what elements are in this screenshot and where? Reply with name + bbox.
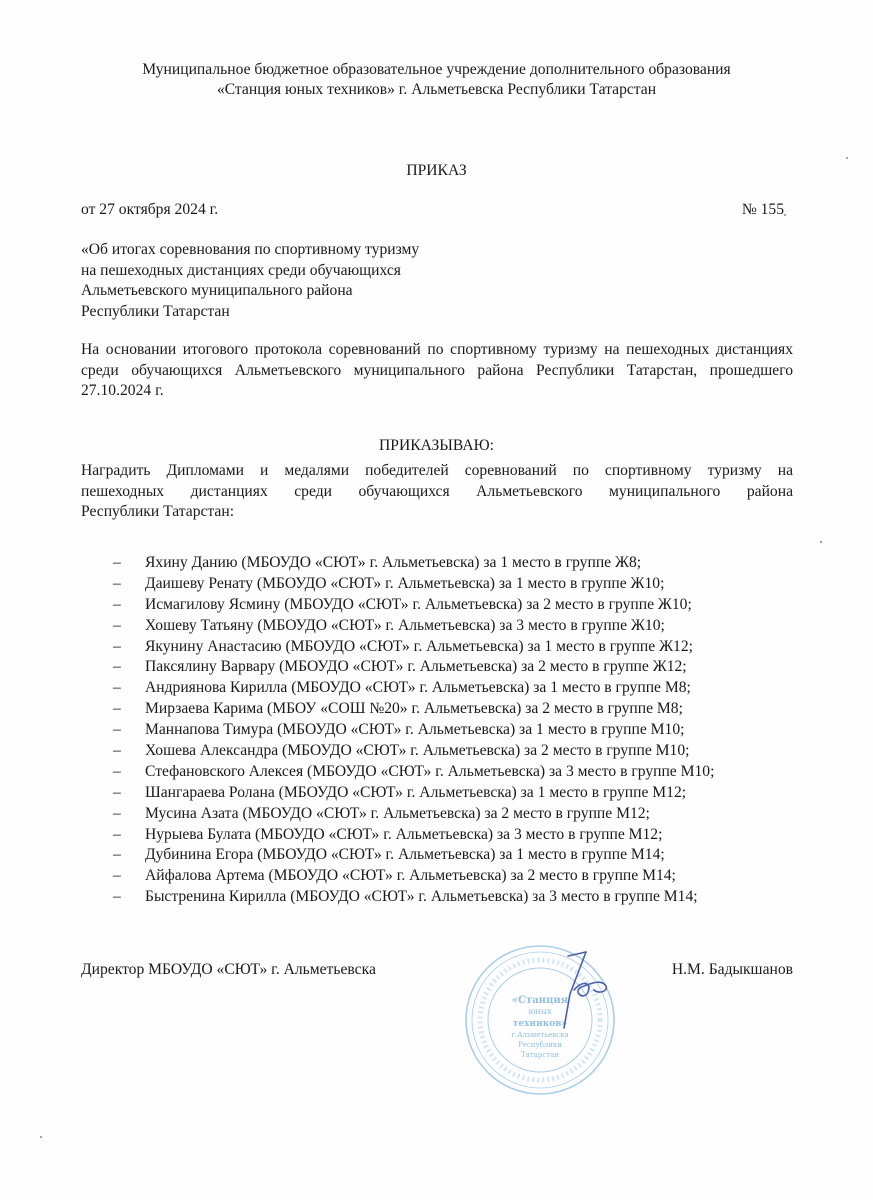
dash-marker: – (113, 658, 121, 676)
winner-text: Дубинина Егора (МБОУДО «СЮТ» г. Альметьевска) за 1 место в группе М14; (145, 846, 665, 864)
winner-text: Паксялину Варвару (МБОУДО «СЮТ» г. Альметьевска) за 2 место в группе Ж12; (145, 658, 687, 676)
svg-text:юных: юных (528, 1007, 552, 1016)
dash-marker: – (113, 804, 121, 822)
document-title: ПРИКАЗ (406, 162, 467, 179)
list-item (113, 678, 803, 699)
scan-speck (784, 214, 786, 216)
winner-text: Нурыева Булата (МБОУДО «СЮТ» г. Альметьевска) за 3 место в группе М12; (145, 825, 663, 843)
list-item (113, 804, 803, 825)
svg-text:«Станция: «Станция (511, 995, 569, 1006)
dash-marker: – (113, 679, 121, 697)
dash-marker: – (113, 721, 121, 739)
scan-speck (820, 541, 822, 543)
organization-name-line-2: «Станция юных техников» г. Альметьевска Республики Татарстан (216, 81, 657, 98)
dash-marker: – (113, 616, 121, 634)
winner-text: Хошеву Татьяну (МБОУДО «СЮТ» г. Альметьевска) за 3 место в группе Ж10; (145, 616, 665, 634)
basis-paragraph: На основании итогового протокола соревнований по спортивному туризму на пешеходных дистанциях среди обучающихся Альметьевского муниципального района Республики Татарстан, прошедшего 27.10.2024 г. (81, 341, 793, 399)
dash-marker: – (113, 574, 121, 592)
signature-block (81, 960, 793, 980)
list-item (113, 741, 803, 762)
date-number-row (81, 200, 784, 220)
award-intro-line-3: Республики Татарстан: (81, 503, 235, 520)
list-item (113, 887, 803, 908)
winner-text: Быстренина Кирилла (МБОУДО «СЮТ» г. Альметьевска) за 3 место в группе М14; (145, 888, 698, 906)
dash-marker: – (113, 825, 121, 843)
organization-header (80, 60, 793, 100)
dash-marker: – (113, 867, 121, 885)
winner-text: Якунину Анастасию (МБОУДО «СЮТ» г. Альметьевска) за 1 место в группе Ж12; (145, 637, 693, 655)
list-item (113, 845, 803, 866)
award-intro-line-1: Наградить Дипломами и медалями победителей соревнований по спортивному туризму на (81, 462, 793, 479)
winner-text: Шангараева Ролана (МБОУДО «СЮТ» г. Альметьевска) за 1 место в группе М12; (145, 783, 687, 801)
winner-text: Мирзаева Карима (МБОУ «СОШ №20» г. Альметьевска) за 2 место в группе М8; (145, 700, 683, 718)
winner-text: Яхину Данию (МБОУДО «СЮТ» г. Альметьевска) за 1 место в группе Ж8; (145, 554, 642, 571)
winner-text: Андриянова Кирилла (МБОУДО «СЮТ» г. Альметьевска) за 1 место в группе М8; (145, 679, 691, 697)
list-item (113, 866, 803, 887)
award-intro-paragraph (81, 461, 793, 523)
subject-line-2: на пешеходных дистанциях среди обучающихся (81, 261, 401, 279)
dash-marker: – (113, 846, 121, 864)
dash-marker: – (113, 783, 121, 801)
subject-line-3: Альметьевского муниципального района (81, 282, 353, 299)
dash-marker: – (113, 637, 121, 655)
svg-text:г.Альметьевска: г.Альметьевска (511, 1031, 569, 1039)
svg-text:Республики: Республики (518, 1041, 562, 1049)
order-date: от 27 октября 2024 г. (81, 201, 219, 218)
order-heading: ПРИКАЗЫВАЮ: (379, 437, 494, 454)
winner-text: Даишеву Ренату (МБОУДО «СЮТ» г. Альметьевска) за 1 место в группе Ж10; (145, 574, 665, 592)
award-intro-line-2: пешеходных дистанциях среди обучающихся Альметьевского муниципального района (81, 482, 793, 500)
dash-marker: – (113, 742, 121, 760)
list-item (113, 616, 803, 637)
list-item (113, 657, 803, 678)
list-item (113, 595, 803, 616)
winners-list (113, 553, 803, 908)
dash-marker: – (113, 700, 121, 718)
subject-line-1: «Об итогах соревнования по спортивному туризму (81, 241, 420, 258)
winner-text: Исмагилову Ясмину (МБОУДО «СЮТ» г. Альметьевска) за 2 место в группе Ж10; (145, 595, 692, 613)
signatory-position: Директор МБОУДО «СЮТ» г. Альметьевска (81, 961, 376, 978)
signatory-name: Н.М. Бадыкшанов (671, 961, 793, 978)
list-item (113, 637, 803, 658)
order-subject (81, 240, 501, 322)
svg-text:техников»: техников» (512, 1019, 568, 1029)
list-item (113, 762, 803, 783)
scan-speck (846, 157, 848, 159)
svg-text:Татарстан: Татарстан (520, 1051, 560, 1059)
scan-speck (40, 1136, 42, 1138)
organization-name-line-1: Муниципальное бюджетное образовательное учреждение дополнительного образования (142, 61, 731, 78)
list-item (113, 699, 803, 720)
dash-marker: – (113, 888, 121, 906)
list-item (113, 574, 803, 595)
winner-text: Мусина Азата (МБОУДО «СЮТ» г. Альметьевска) за 2 место в группе М12; (145, 804, 650, 822)
order-number: № 155 (741, 201, 784, 218)
list-item (113, 783, 803, 804)
list-item (113, 720, 803, 741)
dash-marker: – (113, 554, 121, 571)
winner-text: Маннапова Тимура (МБОУДО «СЮТ» г. Альметьевска) за 1 место в группе М10; (145, 721, 685, 739)
winner-text: Айфалова Артема (МБОУДО «СЮТ» г. Альметьевска) за 2 место в группе М14; (145, 867, 676, 885)
list-item (113, 825, 803, 846)
winner-text: Хошева Александра (МБОУДО «СЮТ» г. Альметьевска) за 2 место в группе М10; (145, 742, 690, 760)
list-item (113, 553, 803, 574)
subject-line-4: Республики Татарстан (81, 302, 230, 320)
dash-marker: – (113, 595, 121, 613)
dash-marker: – (113, 762, 121, 780)
winner-text: Стефановского Алексея (МБОУДО «СЮТ» г. Альметьевска) за 3 место в группе М10; (145, 762, 715, 780)
